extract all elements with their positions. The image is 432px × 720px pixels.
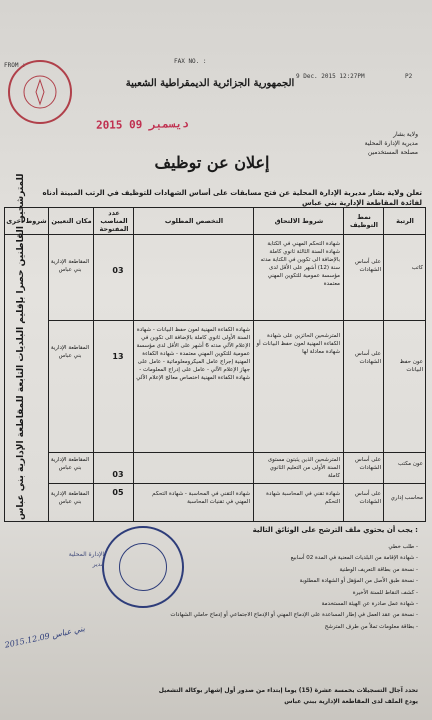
column-divider — [383, 234, 384, 521]
wilaya-line: مديرية الإدارة المحلية — [364, 140, 418, 147]
cell-conditions: المترشحين الذين يثبتون مستوى السنة الأولى من التعليم الثانوي كاملة — [267, 457, 340, 479]
cell-grade: محاسب إداري — [390, 495, 423, 501]
cell-specialty: شهادة التقني في المحاسبة - شهادة التحكم المهني في تقنيات المحاسبة — [152, 491, 250, 505]
wilaya-header — [330, 130, 418, 157]
wilaya-line: مصلحة المستخدمين — [367, 149, 418, 156]
intro-text — [22, 188, 422, 208]
cell-place: المقاطعة الإدارية بني عباس — [50, 457, 90, 471]
row-divider — [48, 452, 425, 453]
cell-count: 03 — [112, 470, 124, 479]
republic-header: الجمهورية الجزائرية الديمقراطية الشعبية — [125, 78, 295, 89]
documents-title: يجب أن يحتوي ملف الترشح على الوثائق التالية : — [252, 526, 418, 534]
date-stamp: 2015 09 ديسمبر — [95, 117, 189, 132]
wilaya-line: ولاية بشار — [393, 131, 418, 138]
list-item: - كشف النقاط للسنة الأخيرة — [352, 589, 418, 596]
column-divider — [343, 234, 344, 521]
intro-line: تعلن ولاية بشار مديرية الإدارة المحلية عن فتح مسابقات على أساس الشهادات للتوظيف في الرتب المبينة أدناه — [42, 189, 422, 197]
cell-grade: عون حفظ البيانات — [399, 359, 423, 373]
cell-place: المقاطعة الإدارية بني عباس — [50, 491, 90, 505]
cell-count: 05 — [112, 488, 124, 497]
handwritten-signature: 2015.12.09 بني عباس — [3, 623, 86, 650]
cell-grade: عون مكتب — [398, 461, 423, 467]
blue-seal-icon — [102, 526, 184, 608]
cell-place: المقاطعة الإدارية بني عباس — [50, 345, 90, 359]
column-divider — [93, 234, 94, 521]
cell-mode: على أساس الشهادات — [355, 259, 381, 273]
office-stamp-line: مدير — [92, 561, 104, 568]
cell-conditions: المترشحين الحائزين على شهادة الكفاءة المهنية لعون حفظ البيانات أو شهادة معادلة لها — [256, 333, 340, 355]
cell-place: المقاطعة الإدارية بني عباس — [50, 259, 90, 273]
header-grade: الرتبة — [383, 208, 426, 235]
office-stamp-line: الإدارة المحلية — [68, 551, 104, 558]
fax-page: P2 — [405, 73, 413, 80]
header-count: عدد المناصب المفتوحة — [93, 208, 134, 235]
header-mode: نمط التوظيف — [343, 208, 384, 235]
cell-mode: على أساس الشهادات — [355, 457, 381, 471]
header-other: شروط أخرى — [5, 208, 48, 235]
row-divider — [48, 320, 425, 321]
cell-mode: على أساس الشهادات — [355, 351, 381, 365]
seal-inner-ring — [119, 543, 167, 591]
cell-specialty: شهادة الكفاءة المهنية لعون حفظ البيانات - شهادة السنة الأولى ثانوي كاملة بالإضافة الى تكوين في الإعلام الآلي مدته 6 أشهر على الأقل لدى مؤسسة عمومية للتكوين المهني معتمدة - شهادة الكفاءة المهنية إجراج عامل الميكرومعلوماتية - عامل على جهاز الإعلام الآلي - عامل على إدراج المعلومات - شهادة الكفاءة المهنية اختصاص معالج الإعلام الآلي — [136, 327, 250, 381]
cell-mode: على أساس الشهادات — [355, 491, 381, 505]
header-specialty: التخصص المطلوب — [133, 208, 254, 235]
list-item: - طلب خطي — [388, 544, 418, 550]
cell-grade: كاتب — [411, 265, 423, 271]
fax-from: FROM : — [4, 62, 26, 69]
list-item: - شهادة الإقامة من البلديات المعنية في المدة 02 أسابيع — [290, 555, 418, 562]
fax-date: 9 Dec. 2015 12:27PM — [296, 73, 365, 80]
footer-line: يودع الملف لدى المقاطعة الإدارية ببني عباس — [284, 698, 418, 705]
header-conditions: شروط الالتحاق — [253, 208, 344, 235]
list-item: - نسخة من بطاقة التعريف الوطنية — [339, 566, 418, 573]
column-divider — [253, 234, 254, 521]
list-item: - شهادة عمل صادرة عن الهيئة المستخدمة — [321, 601, 418, 608]
intro-line: لفائدة المقاطعة الإدارية بني عباس — [301, 199, 422, 207]
list-item: - نسخة من عقد العمل في إطار المساعدة على الإدماج المهني أو الإدماج الاجتماعي أو إدماج حاملي الشهادات — [170, 612, 418, 619]
cell-conditions: شهادة التحكم المهني في الكتابة شهادة السنة الثالثة ثانوي كاملة بالإضافة الى تكوين في الكتابة مدته سنة (12) أشهر على الأقل لدى مؤسسة عمومية للتكوين المهني معتمدة — [260, 241, 340, 287]
column-divider — [133, 234, 134, 521]
cell-count: 03 — [112, 266, 124, 275]
fax-number: FAX NO. : — [174, 58, 207, 65]
cell-count: 13 — [112, 352, 124, 361]
header-place: مكان التعيين — [48, 208, 94, 235]
page-title: إعلان عن توظيف — [154, 153, 270, 172]
red-seal-icon — [8, 60, 72, 124]
row-divider — [48, 483, 425, 484]
office-stamp — [4, 550, 104, 570]
footer-line: تحدد آجال التسجيلات بخمسة عشرة (15) يوما إبتداء من صدور أول إشهار بوكالة التشغيل — [158, 687, 418, 694]
list-item: - بطاقة معلومات تملأ من طرف المترشح — [324, 623, 418, 630]
list-item: - نسخة طبق الأصل من المؤهل أو الشهادة المطلوبة — [299, 578, 418, 585]
column-divider — [48, 234, 49, 521]
cell-conditions: شهادة تقني في المحاسبة شهادة التحكم — [266, 491, 340, 505]
other-conditions-text: للمترشحين القاطنين حصرا بإقليم البلديات التابعة للمقاطعة الإدارية بني عباس — [16, 173, 26, 520]
